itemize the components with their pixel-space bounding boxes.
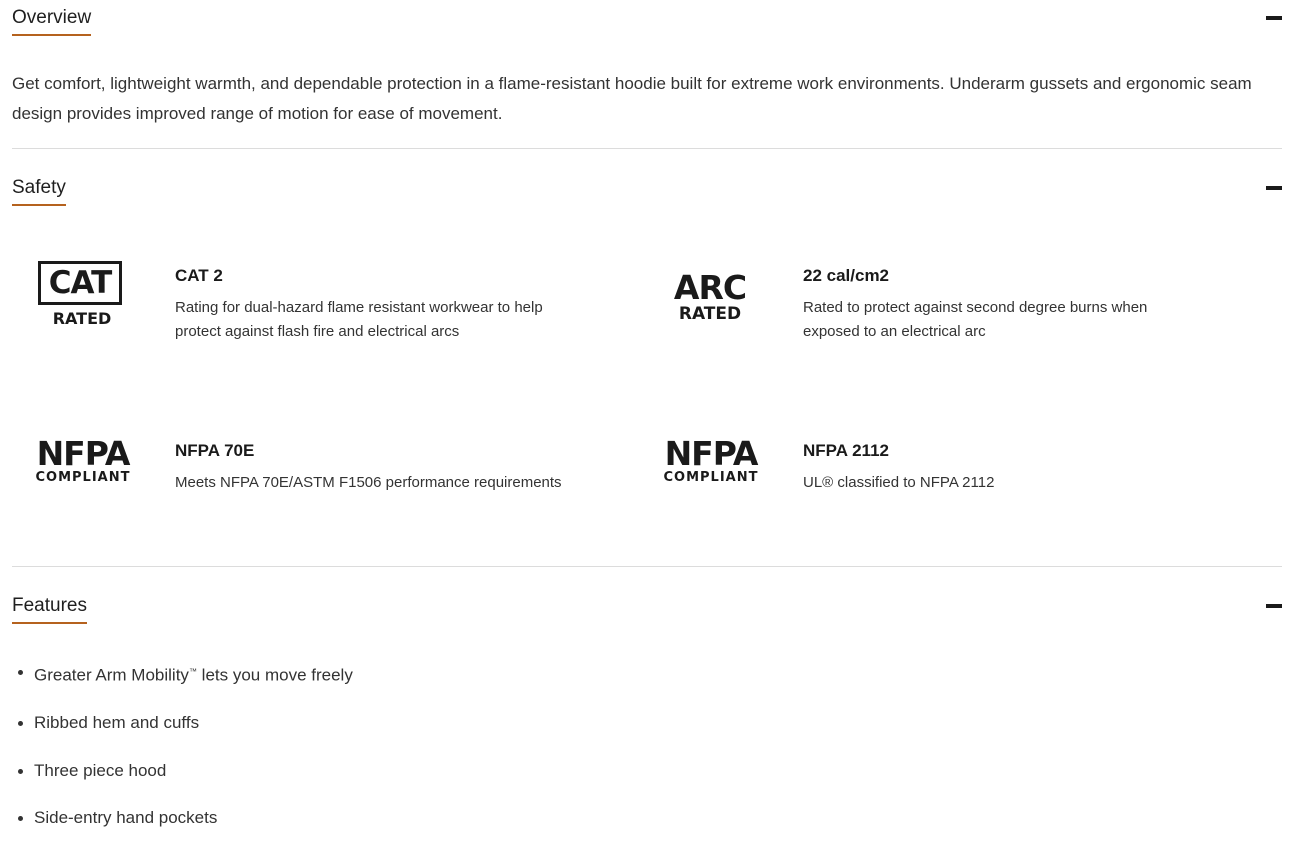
trademark-mark: ™ bbox=[188, 667, 197, 676]
safety-item-arc-title: 22 cal/cm2 bbox=[803, 266, 890, 285]
features-section-title[interactable]: Features bbox=[12, 594, 87, 624]
feature-text: Ribbed hem and cuffs bbox=[34, 713, 200, 733]
feature-text-rest: lets you move freely bbox=[196, 665, 353, 685]
safety-item-cat-title: CAT 2 bbox=[175, 266, 223, 285]
safety-item-cat-description: Rating for dual-hazard flame resistant workwear to help protect against flash fire and electrical arcs bbox=[175, 299, 543, 340]
nfpa-badge-main: NFPA bbox=[664, 434, 758, 473]
nfpa-badge-main: NFPA bbox=[36, 434, 130, 473]
safety-item-arc-description: Rated to protect against second degree burns when exposed to an electrical arc bbox=[803, 299, 1148, 340]
nfpa-compliant-badge-icon bbox=[30, 434, 136, 485]
bullet-dot-icon bbox=[18, 769, 23, 774]
overview-divider bbox=[12, 148, 1282, 149]
overview-collapse-minus-icon[interactable] bbox=[1266, 16, 1282, 20]
arc-badge-sub: RATED bbox=[678, 304, 742, 324]
features-section-header[interactable] bbox=[12, 594, 1282, 628]
feature-text: Greater Arm Mobility bbox=[34, 665, 189, 685]
safety-item-nfpa2112-description: UL® classified to NFPA 2112 bbox=[803, 474, 995, 491]
safety-collapse-minus-icon[interactable] bbox=[1266, 186, 1282, 190]
bullet-dot-icon bbox=[18, 816, 23, 821]
bullet-dot-icon bbox=[18, 670, 23, 675]
overview-description: Get comfort, lightweight warmth, and dependable protection in a flame-resistant hoodie built for extreme work environments. Underarm gussets and ergonomic seam design provides improved range of motion for ease of movement. bbox=[12, 74, 1252, 123]
cat-rated-badge-icon bbox=[38, 261, 126, 330]
list-item bbox=[12, 802, 353, 834]
overview-section-header[interactable] bbox=[12, 6, 1282, 40]
safety-section-header[interactable] bbox=[12, 176, 1282, 210]
overview-section-title[interactable]: Overview bbox=[12, 6, 91, 36]
nfpa-badge-sub: COMPLIANT bbox=[663, 470, 759, 485]
safety-item-nfpa70e-title: NFPA 70E bbox=[175, 441, 255, 460]
list-item bbox=[12, 755, 353, 787]
feature-text: Three piece hood bbox=[34, 760, 167, 780]
features-collapse-minus-icon[interactable] bbox=[1266, 604, 1282, 608]
cat-badge-sub: RATED bbox=[52, 309, 112, 328]
list-item bbox=[12, 656, 353, 692]
nfpa-badge-sub: COMPLIANT bbox=[35, 470, 131, 485]
arc-badge-main: ARC bbox=[673, 268, 747, 307]
feature-text: Side-entry hand pockets bbox=[34, 808, 218, 828]
arc-rated-badge-icon bbox=[670, 268, 750, 324]
nfpa-compliant-badge-icon bbox=[658, 434, 764, 485]
safety-divider bbox=[12, 566, 1282, 567]
list-item bbox=[12, 707, 353, 739]
cat-badge-main: CAT bbox=[38, 261, 122, 305]
safety-section-title[interactable]: Safety bbox=[12, 176, 66, 206]
bullet-dot-icon bbox=[18, 721, 23, 726]
safety-item-nfpa2112-title: NFPA 2112 bbox=[803, 441, 889, 460]
features-list bbox=[12, 656, 353, 850]
safety-item-nfpa70e-description: Meets NFPA 70E/ASTM F1506 performance requirements bbox=[175, 474, 562, 491]
